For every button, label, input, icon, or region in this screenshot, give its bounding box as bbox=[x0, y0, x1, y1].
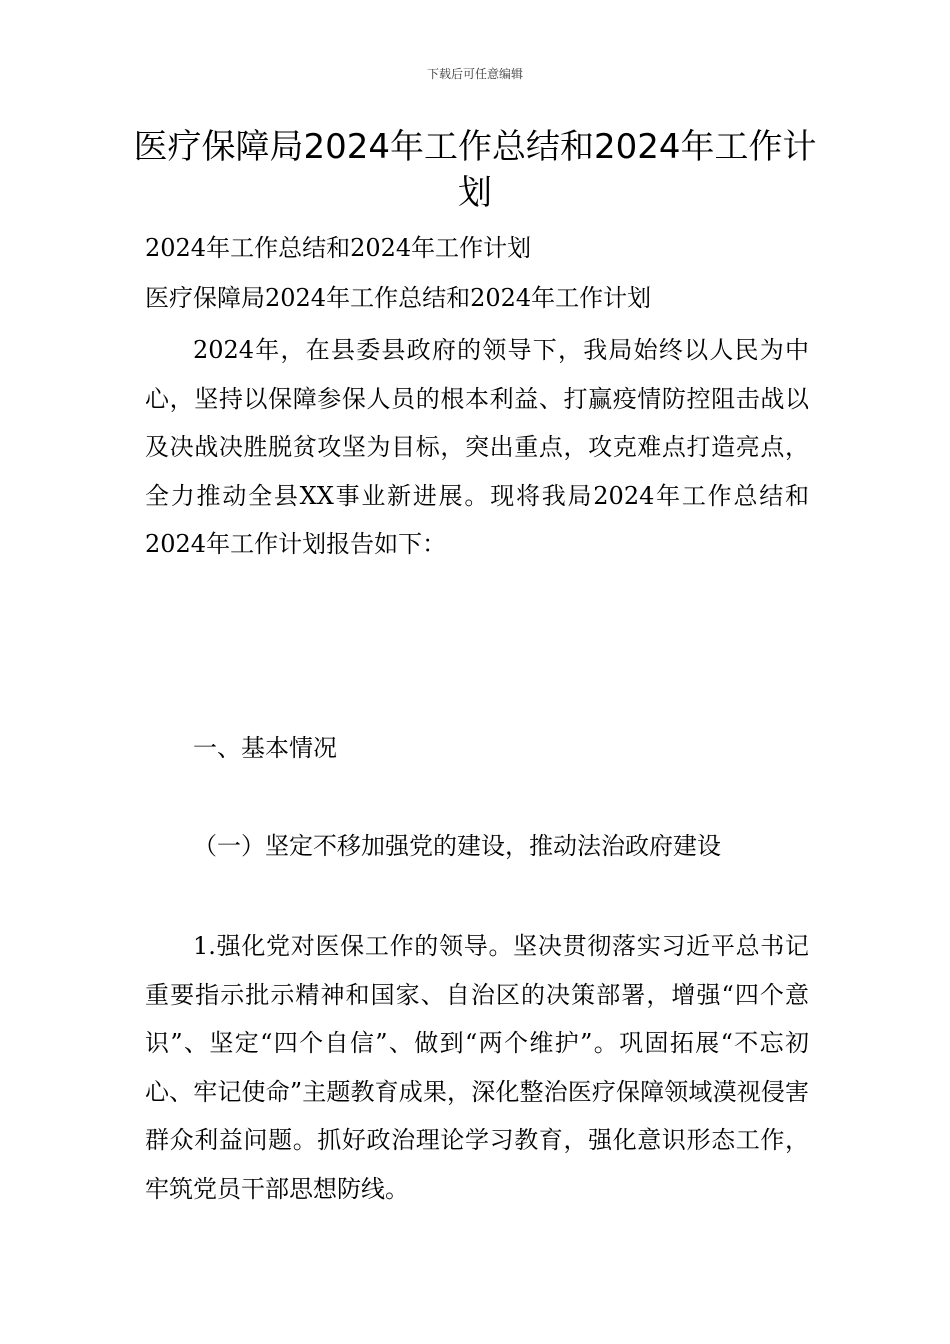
item-1-paragraph: 1.强化党对医保工作的领导。坚决贯彻落实习近平总书记重要指示批示精神和国家、自治区的决策部署，增强“四个意识”、坚定“四个自信”、做到“两个维护”。巩固拓展“不忘初心、牢记使命”主题教育成果，深化整治医疗保障领域漠视侵害群众利益问题。抓好政治理论学习教育，强化意识形态工作，牢筑党员干部思想防线。 bbox=[145, 932, 809, 1203]
header-note: 下载后可任意编辑 bbox=[426, 67, 523, 81]
subsection-heading: （一）坚定不移加强党的建设，推动法治政府建设 bbox=[193, 832, 721, 860]
subtitle-line-1: 2024年工作总结和2024年工作计划 bbox=[145, 234, 532, 262]
document-title: 医疗保障局2024年工作总结和2024年工作计划 bbox=[133, 127, 817, 213]
subtitle-line-2: 医疗保障局2024年工作总结和2024年工作计划 bbox=[145, 284, 652, 312]
section-heading: 一、基本情况 bbox=[193, 734, 337, 762]
intro-paragraph: 2024年，在县委县政府的领导下，我局始终以人民为中心，坚持以保障参保人员的根本利益、打赢疫情防控阻击战以及决战决胜脱贫攻坚为目标，突出重点，攻克难点打造亮点，全力推动全县XX事业新进展。现将我局2024年工作总结和2024年工作计划报告如下： bbox=[145, 336, 809, 558]
